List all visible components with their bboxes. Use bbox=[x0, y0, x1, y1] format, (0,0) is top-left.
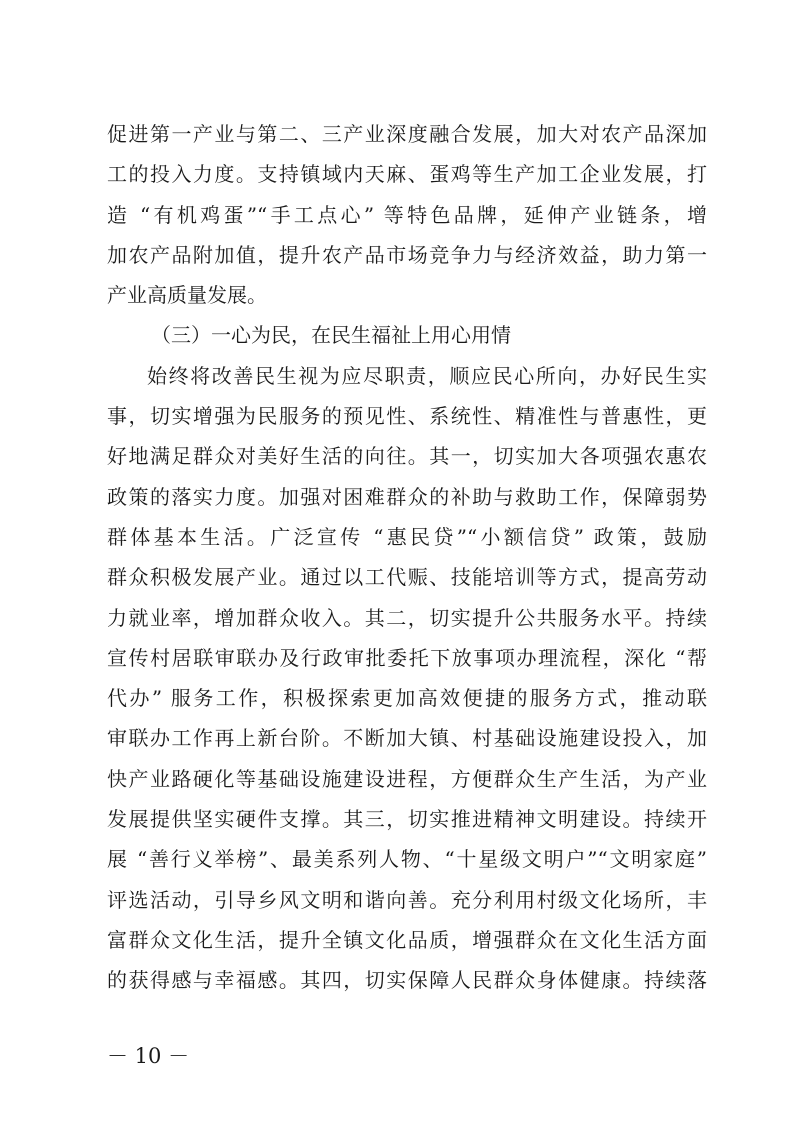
paragraph-line: 发展提供坚实硬件支撑。其三，切实推进精神文明建设。持续开 bbox=[107, 807, 707, 832]
paragraph-line: 审联办工作再上新台阶。不断加大镇、村基础设施建设投入，加 bbox=[107, 726, 707, 751]
paragraph-line: 工的投入力度。支持镇域内天麻、蛋鸡等生产加工企业发展，打 bbox=[107, 162, 707, 187]
paragraph-line: 始终将改善民生视为应尽职责，顺应民心所向，办好民生实 bbox=[147, 363, 707, 388]
paragraph-line: 政策的落实力度。加强对困难群众的补助与救助工作，保障弱势 bbox=[107, 484, 707, 509]
paragraph-line: 力就业率，增加群众收入。其二，切实提升公共服务水平。持续 bbox=[107, 605, 707, 630]
paragraph-line: 展 “善行义举榜”、最美系列人物、“十星级文明户”“文明家庭” bbox=[107, 847, 707, 872]
section-heading: （三）一心为民，在民生福祉上用心用情 bbox=[151, 323, 511, 348]
paragraph-line: 群体基本生活。广泛宣传 “惠民贷”“小额信贷” 政策，鼓励 bbox=[107, 524, 707, 549]
paragraph-line: 好地满足群众对美好生活的向往。其一，切实加大各项强农惠农 bbox=[107, 444, 707, 469]
paragraph-line: 加农产品附加值，提升农产品市场竞争力与经济效益，助力第一 bbox=[107, 242, 707, 267]
body-text bbox=[107, 114, 707, 1001]
paragraph-line: 宣传村居联审联办及行政审批委托下放事项办理流程，深化 “帮 bbox=[107, 645, 707, 670]
paragraph-line: 富群众文化生活，提升全镇文化品质，增强群众在文化生活方面 bbox=[107, 927, 707, 952]
paragraph-line: 的获得感与幸福感。其四，切实保障人民群众身体健康。持续落 bbox=[107, 968, 707, 993]
paragraph-line: 造 “有机鸡蛋”“手工点心” 等特色品牌，延伸产业链条，增 bbox=[107, 202, 707, 227]
paragraph-line: 促进第一产业与第二、三产业深度融合发展，加大对农产品深加 bbox=[107, 122, 707, 146]
paragraph-line: 群众积极发展产业。通过以工代赈、技能培训等方式，提高劳动 bbox=[107, 565, 707, 590]
page-number: － 10 － bbox=[107, 1044, 190, 1068]
paragraph-line: 事，切实增强为民服务的预见性、系统性、精准性与普惠性，更 bbox=[107, 404, 707, 429]
paragraph-line: 评选活动，引导乡风文明和谐向善。充分利用村级文化场所，丰 bbox=[107, 887, 707, 912]
paragraph-line: 产业高质量发展。 bbox=[107, 283, 267, 308]
paragraph-line: 代办” 服务工作，积极探索更加高效便捷的服务方式，推动联 bbox=[107, 686, 707, 711]
paragraph-line: 快产业路硬化等基础设施建设进程，方便群众生产生活，为产业 bbox=[107, 766, 707, 791]
